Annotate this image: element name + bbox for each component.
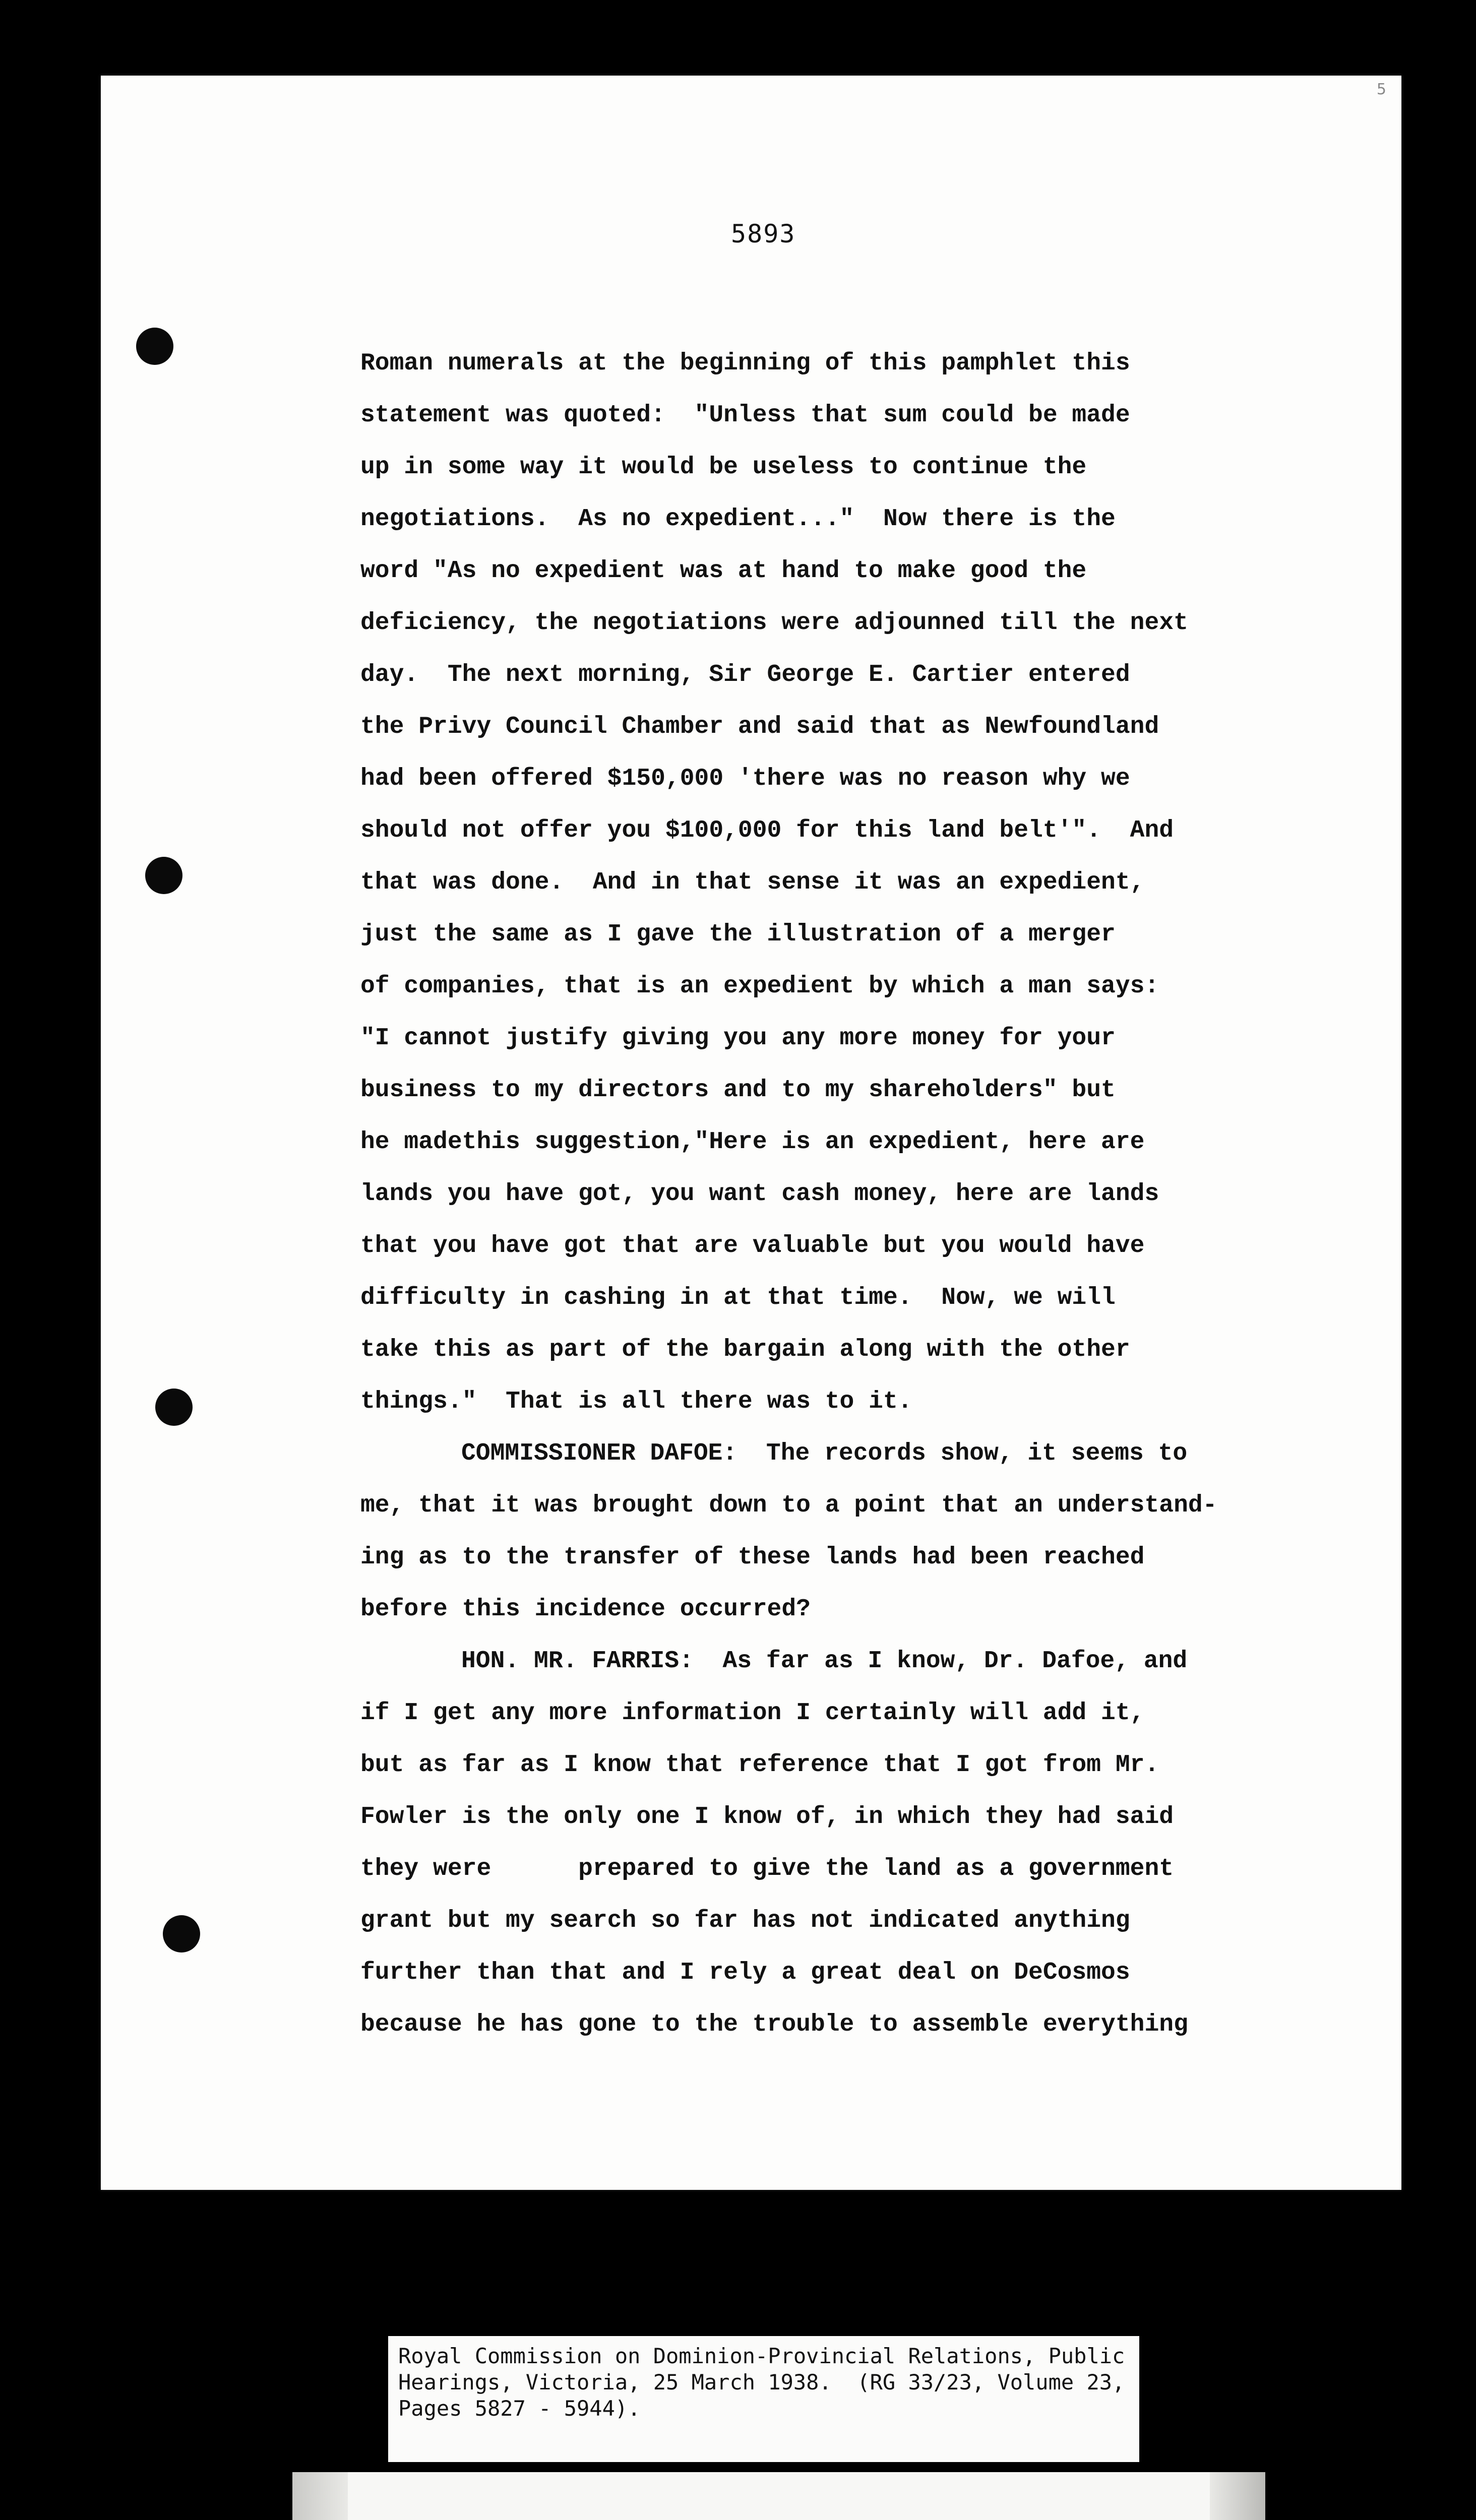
text-line: statement was quoted: "Unless that sum could be made [360, 402, 1130, 429]
text-line: deficiency, the negotiations were adjounned till the next [360, 609, 1188, 637]
text-line: "I cannot justify giving you any more money for your [360, 1025, 1116, 1052]
text-line: should not offer you $100,000 for this land belt'". And [360, 817, 1174, 844]
text-line: before this incidence occurred? [360, 1596, 811, 1623]
text-line: that was done. And in that sense it was an expedient, [360, 869, 1145, 896]
text-line: if I get any more information I certainly will add it, [360, 1699, 1145, 1727]
text-line: the Privy Council Chamber and said that as Newfoundland [360, 713, 1159, 740]
text-line: day. The next morning, Sir George E. Cartier entered [360, 661, 1130, 688]
text-line: things." That is all there was to it. [360, 1388, 912, 1415]
archives-stamp-card [292, 2472, 1265, 2520]
text-line: ing as to the transfer of these lands had been reached [360, 1544, 1145, 1571]
text-line: me, that it was brought down to a point that an understand- [360, 1492, 1217, 1519]
text-line: but as far as I know that reference that I got from Mr. [360, 1751, 1159, 1779]
document-page [101, 76, 1401, 2190]
card-edge-left [292, 2472, 348, 2520]
text-line: further than that and I rely a great deal on DeCosmos [360, 1959, 1130, 1986]
citation-line-3: Pages 5827 - 5944). [398, 2396, 641, 2421]
text-line: business to my directors and to my shareholders" but [360, 1077, 1116, 1104]
card-edge-right [1210, 2472, 1265, 2520]
citation-line-2: Hearings, Victoria, 25 March 1938. (RG 33/23, Volume 23, [398, 2370, 1125, 2395]
speaker-line: HON. MR. FARRIS: As far as I know, Dr. Dafoe, and [461, 1648, 1188, 1675]
text-line: difficulty in cashing in at that time. Now, we will [360, 1284, 1116, 1311]
text-line: up in some way it would be useless to continue the [360, 454, 1087, 481]
citation-line-1: Royal Commission on Dominion-Provincial Relations, Public [398, 2344, 1125, 2368]
page-number: 5893 [731, 219, 796, 248]
punch-hole-4 [163, 1915, 200, 1952]
punch-hole-3 [155, 1389, 193, 1426]
speaker-line: COMMISSIONER DAFOE: The records show, it seems to [461, 1440, 1188, 1467]
text-line: Fowler is the only one I know of, in which they had said [360, 1803, 1174, 1831]
text-line: just the same as I gave the illustration of a merger [360, 921, 1116, 948]
punch-hole-1 [136, 328, 173, 365]
text-line: Roman numerals at the beginning of this pamphlet this [360, 350, 1130, 377]
text-line: had been offered $150,000 'there was no reason why we [360, 765, 1130, 792]
text-line: he madethis suggestion,"Here is an expedient, here are [360, 1128, 1145, 1156]
text-line: word "As no expedient was at hand to make good the [360, 557, 1087, 585]
transcript-body [360, 338, 1359, 2051]
punch-hole-2 [145, 857, 182, 894]
text-line: take this as part of the bargain along with the other [360, 1336, 1130, 1363]
text-line: lands you have got, you want cash money, here are lands [360, 1180, 1159, 1208]
corner-mark: 5 [1376, 81, 1386, 98]
citation-label [388, 2336, 1139, 2462]
text-line: grant but my search so far has not indicated anything [360, 1907, 1130, 1934]
text-line: they were prepared to give the land as a government [360, 1855, 1174, 1882]
text-line: of companies, that is an expedient by which a man says: [360, 973, 1159, 1000]
text-line: because he has gone to the trouble to assemble everything [360, 2011, 1188, 2038]
text-line: negotiations. As no expedient..." Now there is the [360, 506, 1116, 533]
text-line: that you have got that are valuable but you would have [360, 1232, 1145, 1259]
